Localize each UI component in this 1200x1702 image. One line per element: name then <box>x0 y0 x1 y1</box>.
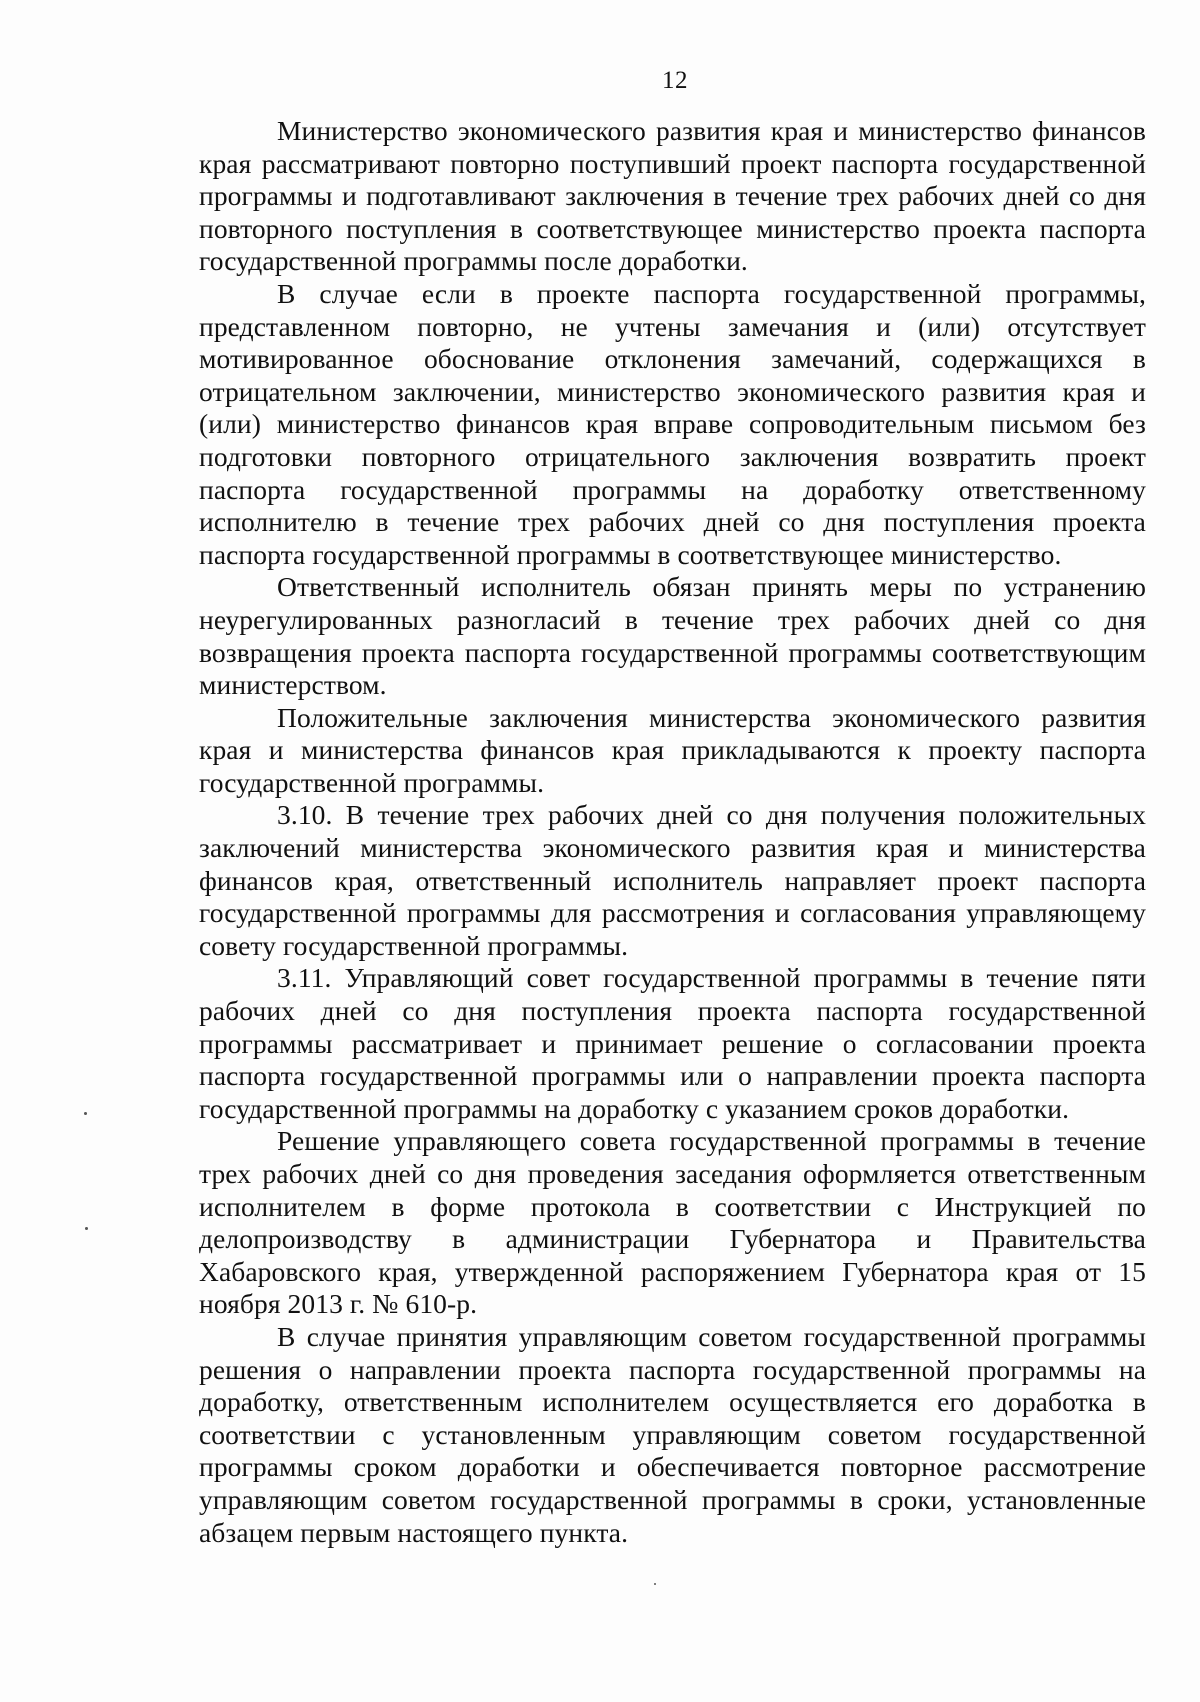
paragraph-revision-by-council: В случае принятия управляющим советом государственной программы решения о направлении проекта паспорта государственной программы на доработку, ответственным исполнителем осуществляется его доработка в соответствии с установленным управляющим советом государственной программы сроком доработки и обеспечивается повторное рассмотрение управляющим советом государственной программы в сроки, установленные абзацем первым настоящего пункта. <box>199 1320 1146 1548</box>
paragraph-resolve-disagreements: Ответственный исполнитель обязан принять меры по устранению неурегулированных разногласий в течение трех рабочих дней со дня возвращения проекта паспорта государственной программы соответствующим министерством. <box>199 571 1146 701</box>
paragraph-return-for-revision: В случае если в проекте паспорта государственной программы, представленном повторно, не учтены замечания и (или) отсутствует мотивированное обоснование отклонения замечаний, содержащихся в отрицательном заключении, министерство экономического развития края и (или) министерство финансов края вправе сопроводительным письмом без подготовки повторного отрицательного заключения возвратить проект паспорта государственной программы на доработку ответственному исполнителю в течение трех рабочих дней со дня поступления проекта паспорта государственной программы в соответствующее министерство. <box>199 277 1146 570</box>
scan-speck <box>84 1112 87 1115</box>
paragraph-council-decision-protocol: Решение управляющего совета государственной программы в течение трех рабочих дней со дня проведения заседания оформляется ответственным исполнителем в форме протокола в соответствии с Инструкцией по делопроизводству в администрации Губернатора и Правительства Хабаровского края, утвержденной распоряжением Губернатора края от 15 ноября 2013 г. № 610-р. <box>199 1125 1146 1320</box>
paragraph-item-3-10: 3.10. В течение трех рабочих дней со дня получения положительных заключений министерства экономического развития края и министерства финансов края, ответственный исполнитель направляет проект паспорта государственной программы для рассмотрения и согласования управляющему совету государственной программы. <box>199 799 1146 961</box>
document-body <box>199 115 1146 1549</box>
scan-speck <box>85 1227 88 1230</box>
paragraph-positive-conclusions: Положительные заключения министерства экономического развития края и министерства финансов края прикладываются к проекту паспорта государственной программы. <box>199 701 1146 798</box>
paragraph-item-3-11: 3.11. Управляющий совет государственной программы в течение пяти рабочих дней со дня поступления проекта паспорта государственной программы рассматривает и принимает решение о согласовании проекта паспорта государственной программы или о направлении проекта паспорта государственной программы на доработку с указанием сроков доработки. <box>199 962 1146 1124</box>
page-number: 12 <box>662 67 688 94</box>
scan-speck <box>654 1583 656 1585</box>
paragraph-repeat-review: Министерство экономического развития края и министерство финансов края рассматривают повторно поступивший проект паспорта государственной программы и подготавливают заключения в течение трех рабочих дней со дня повторного поступления в соответствующее министерство проекта паспорта государственной программы после доработки. <box>199 115 1146 277</box>
